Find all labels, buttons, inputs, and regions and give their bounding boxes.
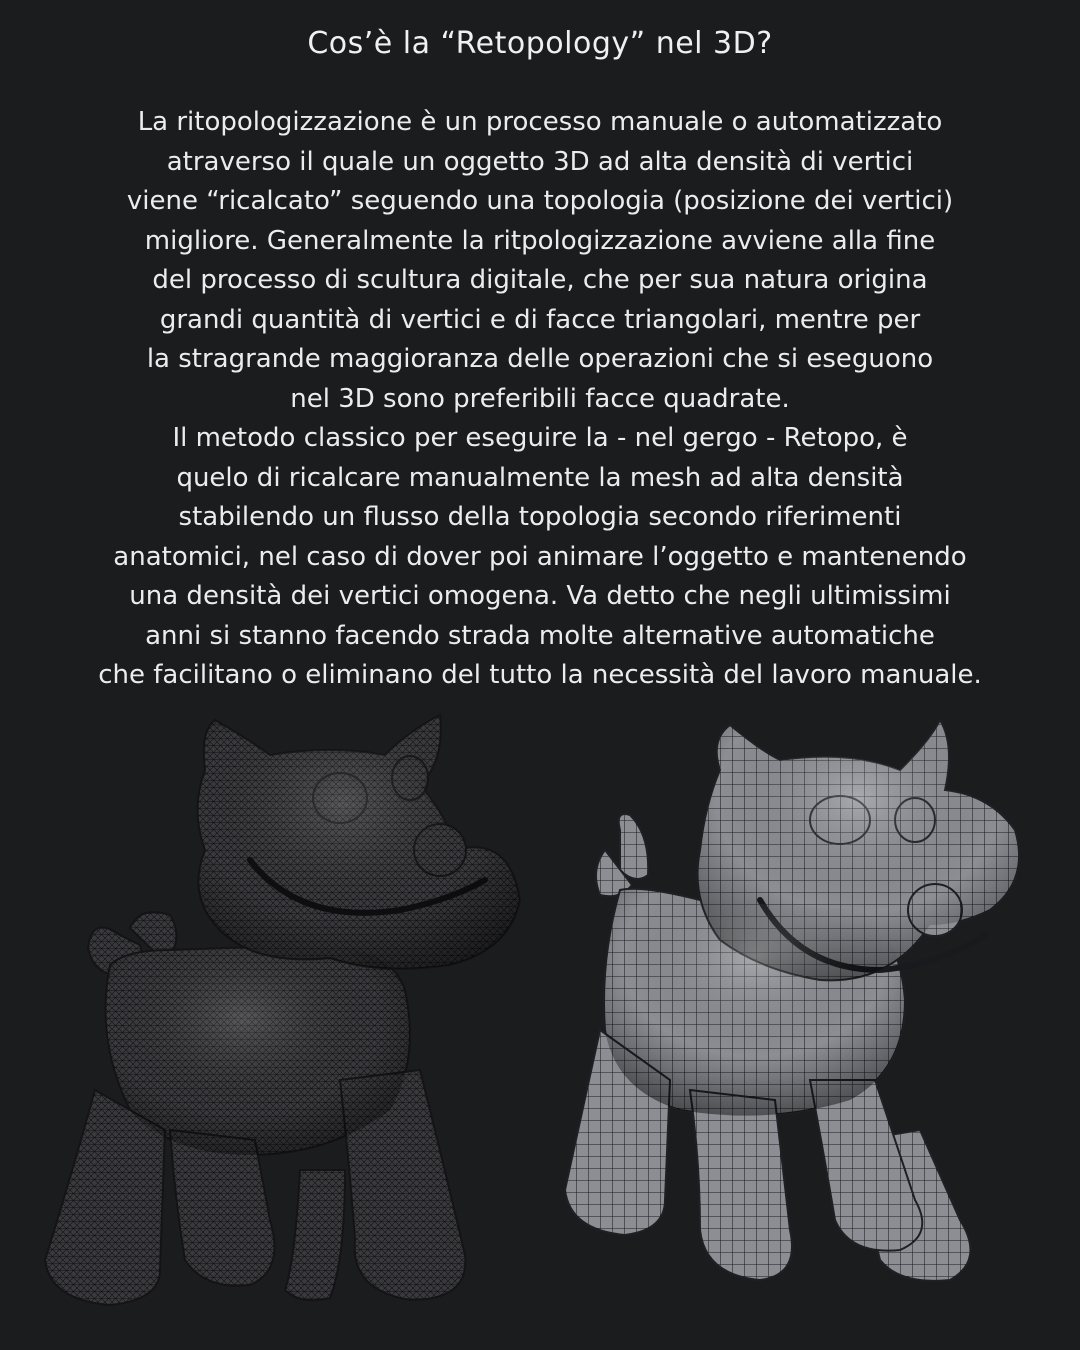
body-line: stabilendo un flusso della topologia secondo riferimenti <box>178 502 902 532</box>
body-line: viene “ricalcato” seguendo una topologia (posizione dei vertici) <box>126 186 954 216</box>
body-line: una densità dei vertici omogena. Va detto che negli ultimissimi <box>129 581 951 611</box>
models-illustration <box>0 700 1080 1350</box>
body-line: anatomici, nel caso di dover poi animare l’oggetto e mantenendo <box>113 541 967 572</box>
body-line: che facilitano o eliminano del tutto la necessità del lavoro manuale. <box>98 660 982 690</box>
body-line: quelo di ricalcare manualmente la mesh ad alta densità <box>176 462 904 493</box>
page-title: Cos’è la “Retopology” nel 3D? <box>307 26 773 61</box>
body-line: anni si stanno facendo strada molte alternative automatiche <box>145 620 935 651</box>
body-text <box>20 103 1060 696</box>
body-line: la stragrande maggioranza delle operazioni che si eseguono <box>146 344 934 374</box>
body-line: migliore. Generalmente la ritpologizzazione avviene alla fine <box>144 225 936 256</box>
body-line: La ritopologizzazione è un processo manuale o automatizzato <box>137 107 943 137</box>
retopo-mesh-model <box>565 720 1019 1281</box>
body-line: nel 3D sono preferibili facce quadrate. <box>290 383 790 414</box>
dense-mesh-model <box>45 715 520 1305</box>
body-line: atraverso il quale un oggetto 3D ad alta densità di vertici <box>166 146 914 177</box>
body-line: del processo di scultura digitale, che per sua natura origina <box>152 265 928 295</box>
mesh-comparison-image <box>0 700 1080 1350</box>
body-line: grandi quantità di vertici e di facce triangolari, mentre per <box>159 304 921 335</box>
body-line: Il metodo classico per eseguire la - nel gergo - Retopo, è <box>172 423 908 453</box>
